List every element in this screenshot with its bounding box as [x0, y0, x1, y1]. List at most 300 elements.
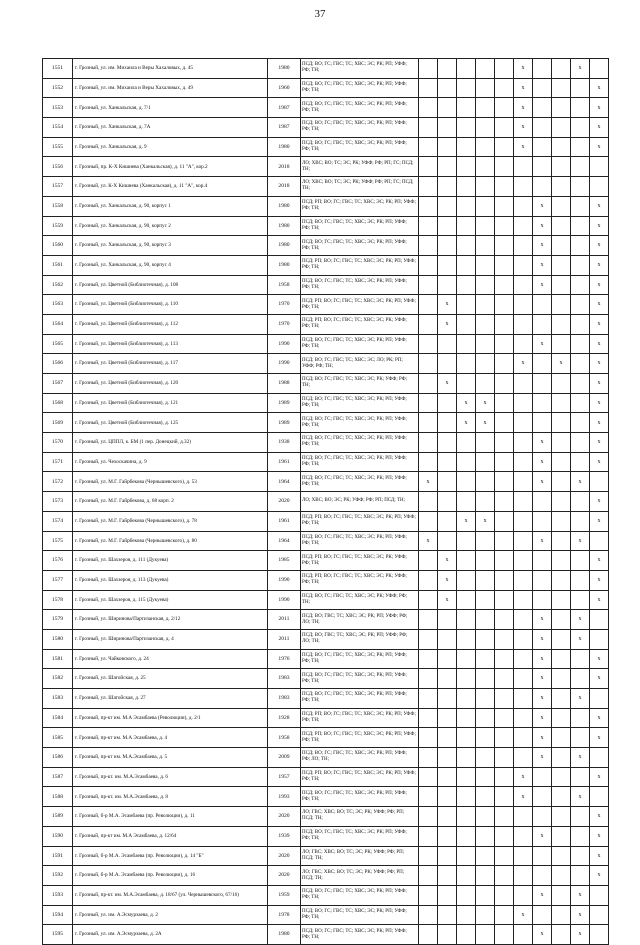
- mark-cell: [419, 807, 438, 827]
- services-cell: ПСД; ВО; ГВС; ТС; ХВС; ЭС; РК; РП; УФФ; РФ; ЛО; ТН;: [301, 610, 419, 630]
- mark-cell: x: [590, 551, 609, 571]
- mark-cell: [438, 255, 457, 275]
- mark-cell: [533, 354, 552, 374]
- mark-cell: [438, 118, 457, 138]
- services-cell: ПСД; ВО; ГС; ГВС; ТС; ХВС; ЭС; РК; УФФ; РФ; ТН;: [301, 374, 419, 394]
- year-cell: 1961: [268, 511, 301, 531]
- services-cell: ПСД; ВО; ГС; ГВС; ТС; ХВС; ЭС; РК; РП; УФФ; РФ; ТН;: [301, 275, 419, 295]
- mark-cell: x: [590, 708, 609, 728]
- mark-cell: [476, 531, 495, 551]
- mark-cell: [457, 196, 476, 216]
- mark-cell: [438, 354, 457, 374]
- table-row: [43, 846, 609, 866]
- mark-cell: [533, 905, 552, 925]
- mark-cell: [495, 433, 514, 453]
- mark-cell: [571, 314, 590, 334]
- row-number: 1560: [43, 236, 73, 256]
- mark-cell: [495, 413, 514, 433]
- mark-cell: x: [590, 216, 609, 236]
- address-cell: г. Грозный, пр-кт им. М.А.Эсамбаева, д. 5: [73, 748, 268, 768]
- mark-cell: [514, 826, 533, 846]
- mark-cell: [419, 689, 438, 709]
- year-cell: 2011: [268, 610, 301, 630]
- row-number: 1571: [43, 452, 73, 472]
- mark-cell: [419, 866, 438, 886]
- mark-cell: [438, 157, 457, 177]
- row-number: 1578: [43, 590, 73, 610]
- mark-cell: x: [590, 275, 609, 295]
- mark-cell: [495, 570, 514, 590]
- mark-cell: x: [590, 866, 609, 886]
- year-cell: 1964: [268, 531, 301, 551]
- address-cell: г. Грозный, ул. Цветной (Библиотечная), д. 113: [73, 334, 268, 354]
- mark-cell: [476, 452, 495, 472]
- year-cell: 1957: [268, 767, 301, 787]
- services-cell: ПСД; ВО; ГС; ГВС; ТС; ХВС; ЭС; РК; РП; УФФ; РФ; ТН;: [301, 787, 419, 807]
- mark-cell: [533, 374, 552, 394]
- address-cell: г. Грозный, ул. Ханкальская, д. 90, корпус 3: [73, 236, 268, 256]
- mark-cell: [457, 570, 476, 590]
- mark-cell: [476, 787, 495, 807]
- table-row: [43, 118, 609, 138]
- mark-cell: x: [514, 354, 533, 374]
- mark-cell: [514, 374, 533, 394]
- year-cell: 1958: [268, 728, 301, 748]
- mark-cell: [476, 78, 495, 98]
- mark-cell: [590, 689, 609, 709]
- services-cell: ПСД; ВО; ГС; ГВС; ТС; ХВС; ЭС; РК; РП; УФФ; РФ; ТН;: [301, 137, 419, 157]
- mark-cell: [552, 236, 571, 256]
- year-cell: 1958: [268, 275, 301, 295]
- mark-cell: [457, 452, 476, 472]
- table-row: [43, 492, 609, 512]
- year-cell: 1961: [268, 452, 301, 472]
- year-cell: 1970: [268, 314, 301, 334]
- mark-cell: [419, 925, 438, 945]
- mark-cell: [419, 728, 438, 748]
- mark-cell: [514, 629, 533, 649]
- year-cell: 1983: [268, 689, 301, 709]
- table-row: [43, 866, 609, 886]
- year-cell: 1990: [268, 334, 301, 354]
- mark-cell: [552, 610, 571, 630]
- mark-cell: [419, 374, 438, 394]
- services-cell: ПСД; РП; ВО; ГС; ГВС; ТС; ХВС; ЭС; РК; УФФ; РФ; ТН;: [301, 314, 419, 334]
- mark-cell: [457, 767, 476, 787]
- year-cell: 2020: [268, 807, 301, 827]
- mark-cell: [514, 807, 533, 827]
- services-cell: ПСД; ВО; ГС; ГВС; ТС; ХВС; ЭС; РК; РП; УФФ; РФ; ЛО; ТН;: [301, 748, 419, 768]
- mark-cell: [514, 433, 533, 453]
- mark-cell: [552, 393, 571, 413]
- address-cell: г. Грозный, ул. им. А.Эсмурзаева, д. 2: [73, 905, 268, 925]
- services-cell: ПСД; ВО; ГС; ГВС; ТС; ХВС; ЭС; РК; РП; УФФ; РФ; ТН;: [301, 334, 419, 354]
- mark-cell: [552, 177, 571, 197]
- address-cell: г. Грозный, пр-кт им. М.А Эсамбаева (Революции), д. 2/1: [73, 708, 268, 728]
- mark-cell: x: [590, 649, 609, 669]
- row-number: 1580: [43, 629, 73, 649]
- address-cell: г. Грозный, ул. М.Г. Гайрбекова (Чернышевского), д. 53: [73, 472, 268, 492]
- mark-cell: [533, 551, 552, 571]
- mark-cell: [438, 925, 457, 945]
- table-row: [43, 354, 609, 374]
- year-cell: 2020: [268, 846, 301, 866]
- mark-cell: [514, 649, 533, 669]
- mark-cell: [514, 708, 533, 728]
- mark-cell: [476, 610, 495, 630]
- mark-cell: x: [571, 531, 590, 551]
- services-cell: ПСД; РП; ВО; ГС; ГВС; ТС; ХВС; ЭС; РК; РП; УФФ; РФ; ТН;: [301, 767, 419, 787]
- services-cell: ЛО; ХВС; ВО; ЭС; РК; УФФ; РФ; РП; ПСД; ТН;: [301, 492, 419, 512]
- services-cell: ПСД; РП; ВО; ГС; ГВС; ТС; ХВС; ЭС; РК; РП; УФФ; РФ; ТН;: [301, 255, 419, 275]
- table-row: [43, 98, 609, 118]
- services-cell: ПСД; ВО; ГС; ГВС; ТС; ХВС; ЭС; РК; РП; УФФ; РФ; ТН;: [301, 472, 419, 492]
- mark-cell: [419, 885, 438, 905]
- row-number: 1593: [43, 885, 73, 905]
- mark-cell: x: [590, 98, 609, 118]
- table-row: [43, 629, 609, 649]
- table-row: [43, 433, 609, 453]
- address-cell: г. Грозный, ул. Шатойская, д. 25: [73, 669, 268, 689]
- services-cell: ПСД; ВО; ГС; ГВС; ТС; ХВС; ЭС; ЛО; РК; РП; УФФ; РФ; ТН;: [301, 354, 419, 374]
- services-cell: ПСД; ВО; ГС; ГВС; ТС; ХВС; ЭС; РК; УФФ; РФ; ТН;: [301, 590, 419, 610]
- address-cell: г. Грозный, ул. Цветной (Библиотечная), д. 120: [73, 374, 268, 394]
- mark-cell: [533, 511, 552, 531]
- address-cell: г. Грозный, ул. Цветной (Библиотечная), д. 125: [73, 413, 268, 433]
- table-row: [43, 59, 609, 79]
- mark-cell: [457, 649, 476, 669]
- mark-cell: x: [590, 236, 609, 256]
- mark-cell: x: [514, 59, 533, 79]
- year-cell: 1939: [268, 826, 301, 846]
- housing-register-table: [42, 58, 609, 945]
- mark-cell: [457, 177, 476, 197]
- mark-cell: [571, 196, 590, 216]
- table-row: [43, 511, 609, 531]
- mark-cell: x: [514, 767, 533, 787]
- mark-cell: [476, 570, 495, 590]
- mark-cell: [419, 452, 438, 472]
- mark-cell: [457, 885, 476, 905]
- mark-cell: [571, 807, 590, 827]
- address-cell: г. Грозный, ул. Шатойская, д. 27: [73, 689, 268, 709]
- mark-cell: [552, 334, 571, 354]
- table-row: [43, 472, 609, 492]
- mark-cell: [552, 78, 571, 98]
- row-number: 1561: [43, 255, 73, 275]
- table-row: [43, 374, 609, 394]
- mark-cell: [457, 728, 476, 748]
- mark-cell: [590, 787, 609, 807]
- mark-cell: [419, 157, 438, 177]
- table-row: [43, 787, 609, 807]
- mark-cell: x: [438, 314, 457, 334]
- table-row: [43, 767, 609, 787]
- mark-cell: x: [457, 511, 476, 531]
- mark-cell: [419, 570, 438, 590]
- mark-cell: [438, 531, 457, 551]
- mark-cell: [419, 393, 438, 413]
- mark-cell: [419, 433, 438, 453]
- row-number: 1566: [43, 354, 73, 374]
- mark-cell: [457, 216, 476, 236]
- mark-cell: [552, 925, 571, 945]
- mark-cell: x: [590, 669, 609, 689]
- mark-cell: [514, 551, 533, 571]
- mark-cell: x: [571, 885, 590, 905]
- mark-cell: [438, 334, 457, 354]
- mark-cell: [419, 748, 438, 768]
- mark-cell: [438, 728, 457, 748]
- mark-cell: [552, 157, 571, 177]
- mark-cell: [495, 157, 514, 177]
- mark-cell: [438, 669, 457, 689]
- address-cell: г. Грозный, ул. Ширинова/Партизанская, д. 4: [73, 629, 268, 649]
- mark-cell: x: [533, 708, 552, 728]
- mark-cell: x: [590, 590, 609, 610]
- mark-cell: x: [533, 629, 552, 649]
- mark-cell: [419, 649, 438, 669]
- mark-cell: [495, 629, 514, 649]
- mark-cell: [438, 413, 457, 433]
- mark-cell: x: [533, 728, 552, 748]
- mark-cell: [514, 157, 533, 177]
- services-cell: ЛО; ГВС; ХВС; ВО; ТС; ЭС; РК; УФФ; РФ; РП; ПСД; ТН;: [301, 807, 419, 827]
- mark-cell: [514, 314, 533, 334]
- mark-cell: [457, 689, 476, 709]
- mark-cell: x: [590, 413, 609, 433]
- row-number: 1554: [43, 118, 73, 138]
- mark-cell: [495, 649, 514, 669]
- mark-cell: [495, 236, 514, 256]
- services-cell: ПСД; ВО; ГС; ГВС; ТС; ХВС; ЭС; РК; РП; УФФ; РФ; ТН;: [301, 59, 419, 79]
- mark-cell: [419, 59, 438, 79]
- row-number: 1590: [43, 826, 73, 846]
- mark-cell: [476, 137, 495, 157]
- mark-cell: [495, 925, 514, 945]
- year-cell: 1978: [268, 905, 301, 925]
- mark-cell: [495, 137, 514, 157]
- mark-cell: [514, 295, 533, 315]
- mark-cell: [476, 905, 495, 925]
- mark-cell: [457, 590, 476, 610]
- year-cell: 1993: [268, 787, 301, 807]
- row-number: 1586: [43, 748, 73, 768]
- mark-cell: [457, 255, 476, 275]
- mark-cell: x: [533, 669, 552, 689]
- mark-cell: [438, 196, 457, 216]
- mark-cell: [552, 846, 571, 866]
- mark-cell: [457, 708, 476, 728]
- mark-cell: [495, 177, 514, 197]
- year-cell: 1985: [268, 551, 301, 571]
- row-number: 1563: [43, 295, 73, 315]
- mark-cell: [438, 177, 457, 197]
- mark-cell: [495, 787, 514, 807]
- mark-cell: [571, 826, 590, 846]
- row-number: 1595: [43, 925, 73, 945]
- table-row: [43, 334, 609, 354]
- year-cell: 2018: [268, 177, 301, 197]
- mark-cell: [571, 295, 590, 315]
- mark-cell: [419, 78, 438, 98]
- mark-cell: [552, 413, 571, 433]
- row-number: 1584: [43, 708, 73, 728]
- mark-cell: [495, 531, 514, 551]
- row-number: 1569: [43, 413, 73, 433]
- mark-cell: [571, 137, 590, 157]
- table-row: [43, 157, 609, 177]
- mark-cell: x: [457, 393, 476, 413]
- mark-cell: [514, 925, 533, 945]
- table-row: [43, 551, 609, 571]
- mark-cell: x: [533, 275, 552, 295]
- mark-cell: [533, 393, 552, 413]
- mark-cell: x: [571, 629, 590, 649]
- mark-cell: x: [533, 452, 552, 472]
- mark-cell: [457, 846, 476, 866]
- mark-cell: [533, 137, 552, 157]
- address-cell: г. Грозный, пр-кт. им. М.А.Эсамбаева, д. 8: [73, 787, 268, 807]
- mark-cell: x: [438, 374, 457, 394]
- mark-cell: [571, 393, 590, 413]
- mark-cell: [457, 78, 476, 98]
- address-cell: г. Грозный, ул. Цветной (Библиотечная), д. 110: [73, 295, 268, 315]
- row-number: 1551: [43, 59, 73, 79]
- mark-cell: x: [571, 689, 590, 709]
- mark-cell: [533, 59, 552, 79]
- address-cell: г. Грозный, пр-кт им. М.А Эсамбаева, д. 4: [73, 728, 268, 748]
- row-number: 1565: [43, 334, 73, 354]
- mark-cell: [514, 846, 533, 866]
- mark-cell: [533, 78, 552, 98]
- mark-cell: [457, 236, 476, 256]
- year-cell: 1990: [268, 354, 301, 374]
- mark-cell: [419, 275, 438, 295]
- mark-cell: [438, 236, 457, 256]
- mark-cell: [476, 629, 495, 649]
- mark-cell: x: [438, 590, 457, 610]
- mark-cell: [571, 255, 590, 275]
- mark-cell: [571, 866, 590, 886]
- mark-cell: [533, 787, 552, 807]
- mark-cell: [438, 275, 457, 295]
- year-cell: 1960: [268, 78, 301, 98]
- mark-cell: [495, 669, 514, 689]
- mark-cell: x: [571, 472, 590, 492]
- year-cell: 1983: [268, 669, 301, 689]
- mark-cell: [476, 196, 495, 216]
- mark-cell: x: [533, 748, 552, 768]
- services-cell: ПСД; ВО; ГВС; ТС; ХВС; ЭС; РК; РП; УФФ; РФ; ЛО; ТН;: [301, 629, 419, 649]
- mark-cell: [514, 689, 533, 709]
- year-cell: 1988: [268, 374, 301, 394]
- year-cell: 1970: [268, 295, 301, 315]
- mark-cell: [419, 511, 438, 531]
- address-cell: г. Грозный, ул. Цветной (Библиотечная), д. 108: [73, 275, 268, 295]
- year-cell: 2011: [268, 629, 301, 649]
- services-cell: ПСД; ВО; ГС; ГВС; ТС; ХВС; ЭС; РК; РП; УФФ; РФ; ТН;: [301, 669, 419, 689]
- mark-cell: [419, 767, 438, 787]
- mark-cell: [552, 295, 571, 315]
- address-cell: г. Грозный, ул. им. Михаила и Веры Хахаловых, д. 49: [73, 78, 268, 98]
- mark-cell: [438, 708, 457, 728]
- mark-cell: x: [590, 767, 609, 787]
- address-cell: г. Грозный, ул. Ширинова/Партизанская, д. 2/12: [73, 610, 268, 630]
- mark-cell: [419, 492, 438, 512]
- mark-cell: [495, 472, 514, 492]
- mark-cell: x: [590, 846, 609, 866]
- address-cell: г. Грозный, ул. Цветной (Библиотечная), д. 117: [73, 354, 268, 374]
- mark-cell: [457, 905, 476, 925]
- year-cell: 1987: [268, 98, 301, 118]
- mark-cell: [476, 98, 495, 118]
- mark-cell: x: [590, 196, 609, 216]
- address-cell: г. Грозный, ул. им. А.Эсмурзаева, д. 2А: [73, 925, 268, 945]
- mark-cell: [571, 354, 590, 374]
- table-row: [43, 137, 609, 157]
- mark-cell: [552, 452, 571, 472]
- mark-cell: [571, 118, 590, 138]
- row-number: 1555: [43, 137, 73, 157]
- mark-cell: [590, 629, 609, 649]
- mark-cell: x: [514, 118, 533, 138]
- address-cell: г. Грозный, ул. Чайковского, д. 24: [73, 649, 268, 669]
- mark-cell: [552, 551, 571, 571]
- address-cell: г. Грозный, б-р М.А. Эсамбаева (пр. Революции), д. 14 "Б": [73, 846, 268, 866]
- mark-cell: [495, 393, 514, 413]
- mark-cell: [476, 59, 495, 79]
- mark-cell: [571, 590, 590, 610]
- address-cell: г. Грозный, пр-кт. им. М.А.Эсамбаева, д. 18/67 (ул. Чернышевского, 67/16): [73, 885, 268, 905]
- services-cell: ПСД; ВО; ГС; ГВС; ТС; ХВС; ЭС; РК; РП; УФФ; РФ; ТН;: [301, 98, 419, 118]
- mark-cell: x: [571, 925, 590, 945]
- mark-cell: [571, 846, 590, 866]
- mark-cell: [457, 98, 476, 118]
- mark-cell: [476, 433, 495, 453]
- table-row: [43, 885, 609, 905]
- mark-cell: [419, 295, 438, 315]
- mark-cell: [495, 748, 514, 768]
- mark-cell: x: [438, 570, 457, 590]
- table-row: [43, 196, 609, 216]
- mark-cell: [438, 649, 457, 669]
- mark-cell: [457, 137, 476, 157]
- mark-cell: [476, 689, 495, 709]
- table-row: [43, 295, 609, 315]
- row-number: 1576: [43, 551, 73, 571]
- mark-cell: [514, 275, 533, 295]
- table-row: [43, 748, 609, 768]
- mark-cell: [514, 255, 533, 275]
- mark-cell: [533, 866, 552, 886]
- mark-cell: x: [590, 570, 609, 590]
- mark-cell: [457, 314, 476, 334]
- mark-cell: [533, 807, 552, 827]
- mark-cell: [495, 216, 514, 236]
- mark-cell: [552, 708, 571, 728]
- mark-cell: [476, 354, 495, 374]
- services-cell: ПСД; ВО; ГС; ГВС; ТС; ХВС; ЭС; РК; РП; УФФ; РФ; ТН;: [301, 826, 419, 846]
- mark-cell: [533, 177, 552, 197]
- year-cell: 1980: [268, 236, 301, 256]
- mark-cell: [552, 767, 571, 787]
- mark-cell: [495, 590, 514, 610]
- year-cell: 1990: [268, 590, 301, 610]
- services-cell: ЛО; ХВС; ВО; ТС; ЭС; РК; УФФ; РФ; РП; ГС; ПСД; ТН;: [301, 177, 419, 197]
- mark-cell: [552, 433, 571, 453]
- mark-cell: [438, 689, 457, 709]
